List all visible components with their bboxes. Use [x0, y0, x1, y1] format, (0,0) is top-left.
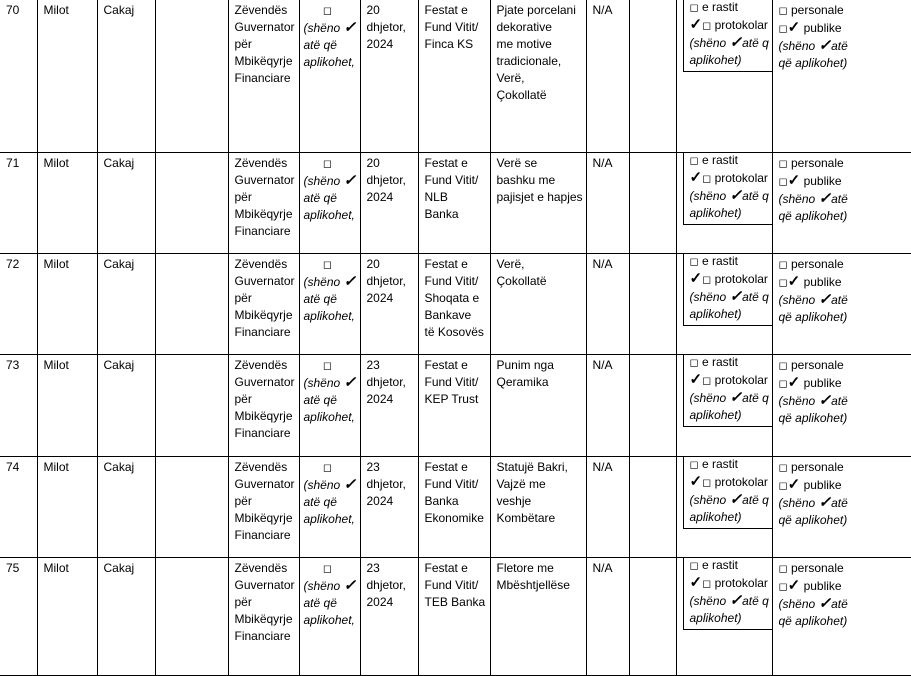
first-name: Milot [37, 456, 97, 557]
row-number: 70 [0, 0, 37, 152]
first-name: Milot [37, 557, 97, 675]
checkbox-icon[interactable]: ◻ [778, 23, 788, 35]
empty-cell [629, 0, 676, 152]
gift-category [676, 253, 772, 354]
first-name: Milot [37, 0, 97, 152]
pos-line: për [234, 391, 252, 406]
occasion-line: Fund Vitit/ [424, 577, 479, 592]
checkmark-icon: ✓ [689, 573, 703, 591]
pos-line: Mbikëqyrje [234, 206, 293, 221]
pos-line: Guvernator [234, 577, 295, 592]
pos-line: Financiare [234, 425, 291, 440]
gift-category [676, 456, 772, 557]
position [228, 0, 299, 152]
checkbox-icon[interactable]: ◻ [778, 562, 788, 575]
value: N/A [586, 152, 629, 253]
checkmark-icon: ✓ [787, 475, 801, 493]
last-name: Cakaj [97, 152, 155, 253]
gift-category [676, 0, 772, 152]
empty-cell [155, 253, 228, 354]
occasion-line: Festat e [424, 560, 468, 575]
pos-line: Financiare [234, 324, 291, 339]
checkmark-icon: ✓ [787, 272, 801, 290]
table-row [0, 0, 911, 152]
last-name: Cakaj [97, 0, 155, 152]
checkbox-icon[interactable]: ◻ [689, 2, 699, 14]
occasion-line: Banka [424, 206, 459, 221]
gift-category [676, 557, 772, 675]
checkmark-icon: ✓ [818, 37, 832, 54]
checkbox-icon[interactable]: ◻ [689, 255, 699, 268]
last-name: Cakaj [97, 456, 155, 557]
checkmark-icon: ✓ [787, 373, 801, 391]
position [228, 354, 299, 456]
empty-cell [155, 456, 228, 557]
date-line: dhjetor, [366, 577, 406, 592]
desc-line: Qeramika [496, 374, 549, 389]
date-line: 20 [366, 155, 380, 170]
pos-line: Zëvendës [234, 3, 288, 17]
desc-line: dekorative [496, 20, 552, 34]
desc-line: pajisjet e hapjes [496, 189, 583, 204]
date [360, 152, 418, 253]
occasion-giver [418, 354, 490, 456]
pos-line: për [234, 594, 252, 609]
desc-line: bashku me [496, 172, 556, 187]
checkmark-icon: ✓ [729, 186, 743, 204]
pos-line: Guvernator [234, 20, 295, 34]
date-line: 23 [366, 459, 380, 474]
gift-description [490, 0, 586, 152]
occasion-line: Festat e [424, 357, 468, 372]
pos-line: Mbikëqyrje [234, 307, 293, 322]
value: N/A [586, 557, 629, 675]
empty-cell [629, 253, 676, 354]
last-name: Cakaj [97, 253, 155, 354]
occasion-line: Festat e [424, 459, 468, 474]
position [228, 557, 299, 675]
gift-nature: ◻ personale ◻✓ publike (shëno ✓atë që aplikohet) [772, 456, 911, 557]
checkmark-icon: ✓ [787, 171, 801, 189]
checkbox-icon[interactable]: ◻ [778, 5, 788, 17]
category-box: ◻ e rastit ✓◻ protokolar (shëno ✓atë q aplikohet) [683, 0, 773, 72]
table-row [0, 253, 911, 354]
checkbox-icon[interactable]: ◻ [778, 479, 788, 492]
pos-line: Financiare [234, 527, 291, 542]
row-number: 75 [0, 557, 37, 675]
empty-cell [155, 0, 228, 152]
checkmark-icon: ✓ [729, 591, 743, 609]
position [228, 253, 299, 354]
gift-category [676, 152, 772, 253]
position [228, 456, 299, 557]
pos-line: Mbikëqyrje [234, 510, 293, 525]
checkmark-icon: ✓ [818, 290, 832, 308]
table-row [0, 152, 911, 253]
position [228, 152, 299, 253]
desc-line: Vajzë me [496, 476, 546, 491]
last-name: Cakaj [97, 354, 155, 456]
occasion-line: Ekonomike [424, 510, 484, 525]
desc-line: Mbështjellëse [496, 577, 570, 592]
empty-cell [155, 354, 228, 456]
desc-line: tradicionale, [496, 54, 562, 68]
pos-line: Zëvendës [234, 357, 288, 372]
pos-line: Zëvendës [234, 560, 288, 575]
pos-line: për [234, 189, 252, 204]
checkbox-icon[interactable]: ◻ [322, 258, 333, 271]
pos-line: Guvernator [234, 273, 295, 288]
pos-line: Guvernator [234, 374, 295, 389]
checkmark-icon: ✓ [689, 269, 703, 287]
checkmark-icon: ✓ [787, 19, 801, 36]
row-number: 73 [0, 354, 37, 456]
checkbox-icon[interactable]: ◻ [778, 276, 788, 289]
desc-line: Verë, [496, 256, 525, 271]
checkmark-icon: ✓ [729, 34, 743, 51]
date [360, 354, 418, 456]
checkbox-icon[interactable]: ◻ [778, 377, 788, 390]
checkmark-icon: ✓ [689, 370, 703, 388]
date-line: 2024 [366, 594, 394, 609]
occasion-line: Finca KS [424, 37, 474, 51]
row-number: 72 [0, 253, 37, 354]
empty-cell [629, 456, 676, 557]
checkbox-icon[interactable]: ◻ [322, 461, 333, 474]
category-box: ◻ e rastit ✓◻ protokolar (shëno ✓atë q aplikohet) [683, 354, 773, 427]
date-line: 2024 [366, 493, 394, 508]
desc-line: Verë se [496, 155, 538, 170]
checkmark-icon: ✓ [343, 576, 357, 594]
category-box: ◻ e rastit ✓◻ protokolar (shëno ✓atë q aplikohet) [683, 152, 773, 225]
type-choice: ◻ (shëno ✓ atë që aplikohet, [299, 152, 360, 253]
desc-line: Punim nga [496, 357, 554, 372]
desc-line: Verë, [496, 71, 525, 85]
occasion-line: Festat e [424, 3, 468, 17]
pos-line: Financiare [234, 628, 291, 643]
occasion-line: të Kosovës [424, 324, 484, 339]
table-row [0, 456, 911, 557]
pos-line: Zëvendës [234, 256, 288, 271]
checkbox-icon[interactable]: ◻ [689, 559, 699, 572]
first-name: Milot [37, 253, 97, 354]
checkbox-icon[interactable]: ◻ [322, 5, 333, 17]
gift-nature: ◻ personale ◻✓ publike (shëno ✓atë që aplikohet) [772, 0, 911, 152]
gift-nature: ◻ personale ◻✓ publike (shëno ✓atë që aplikohet) [772, 557, 911, 675]
category-box: ◻ e rastit ✓◻ protokolar (shëno ✓atë q aplikohet) [683, 253, 773, 326]
first-name: Milot [37, 152, 97, 253]
checkbox-icon[interactable]: ◻ [322, 157, 333, 170]
desc-line: Statujë Bakri, [496, 459, 568, 474]
checkbox-icon[interactable]: ◻ [322, 562, 333, 575]
checkmark-icon: ✓ [818, 594, 832, 612]
date-line: 20 [366, 3, 380, 17]
empty-cell [629, 354, 676, 456]
checkmark-icon: ✓ [689, 16, 703, 33]
date-line: 23 [366, 357, 380, 372]
desc-line: veshje [496, 493, 532, 508]
checkmark-icon: ✓ [343, 19, 357, 36]
checkbox-icon[interactable]: ◻ [702, 20, 712, 32]
occasion-line: Shoqata e [424, 290, 480, 305]
value: N/A [586, 354, 629, 456]
occasion-line: Fund Vitit/ [424, 374, 479, 389]
date [360, 0, 418, 152]
empty-cell [629, 152, 676, 253]
pos-line: për [234, 493, 252, 508]
date-line: 2024 [366, 290, 394, 305]
checkbox-icon[interactable]: ◻ [702, 172, 712, 185]
occasion-giver [418, 557, 490, 675]
checkbox-icon[interactable]: ◻ [778, 359, 788, 372]
gift-nature: ◻ personale ◻✓ publike (shëno ✓atë që aplikohet) [772, 354, 911, 456]
gift-category [676, 354, 772, 456]
desc-line: Çokollatë [496, 273, 547, 288]
checkbox-icon[interactable]: ◻ [702, 374, 712, 387]
occasion-line: Banka [424, 493, 459, 508]
date-line: dhjetor, [366, 374, 406, 389]
checkbox-icon[interactable]: ◻ [702, 273, 712, 286]
gift-description [490, 253, 586, 354]
checkmark-icon: ✓ [343, 272, 357, 290]
checkmark-icon: ✓ [787, 576, 801, 594]
pos-line: Guvernator [234, 172, 295, 187]
occasion-line: Festat e [424, 155, 468, 170]
occasion-giver [418, 152, 490, 253]
value: N/A [586, 456, 629, 557]
category-box: ◻ e rastit ✓◻ protokolar (shëno ✓atë q aplikohet) [683, 456, 773, 529]
desc-line: Pjate porcelani [496, 3, 576, 17]
pos-line: Mbikëqyrje [234, 408, 293, 423]
pos-line: Zëvendës [234, 155, 288, 170]
checkmark-icon: ✓ [343, 475, 357, 493]
occasion-line: Fund Vitit/ [424, 20, 479, 34]
checkbox-icon[interactable]: ◻ [322, 359, 333, 372]
type-choice: ◻ (shëno ✓ atë që aplikohet, [299, 0, 360, 152]
desc-line: Çokollatë [496, 88, 547, 102]
value: N/A [586, 0, 629, 152]
checkmark-icon: ✓ [729, 287, 743, 305]
empty-cell [155, 557, 228, 675]
checkmark-icon: ✓ [343, 373, 357, 391]
last-name: Cakaj [97, 557, 155, 675]
checkbox-icon[interactable]: ◻ [778, 461, 788, 474]
checkbox-icon[interactable]: ◻ [689, 154, 699, 167]
empty-cell [155, 152, 228, 253]
empty-cell [629, 557, 676, 675]
checkmark-icon: ✓ [689, 168, 703, 186]
checkbox-icon[interactable]: ◻ [778, 157, 788, 170]
desc-line: Fletore me [496, 560, 554, 575]
gift-description [490, 557, 586, 675]
checkbox-icon[interactable]: ◻ [778, 258, 788, 271]
value: N/A [586, 253, 629, 354]
checkmark-icon: ✓ [729, 490, 743, 508]
date-line: dhjetor, [366, 172, 406, 187]
occasion-line: Fund Vitit/ [424, 476, 479, 491]
occasion-line: Fund Vitit/ [424, 273, 479, 288]
date-line: 2024 [366, 391, 394, 406]
pos-line: Mbikëqyrje [234, 611, 293, 626]
date-line: 23 [366, 560, 380, 575]
occasion-line: Fund Vitit/ [424, 172, 479, 187]
pos-line: Zëvendës [234, 459, 288, 474]
occasion-line: KEP Trust [424, 391, 479, 406]
occasion-line: Festat e [424, 256, 468, 271]
table-row [0, 557, 911, 675]
desc-line: me motive [496, 37, 552, 51]
date-line: dhjetor, [366, 273, 406, 288]
checkmark-icon: ✓ [818, 493, 832, 511]
checkmark-icon: ✓ [729, 388, 743, 406]
gift-description [490, 456, 586, 557]
pos-line: Mbikëqyrje [234, 54, 293, 68]
date [360, 253, 418, 354]
occasion-giver [418, 0, 490, 152]
occasion-giver [418, 456, 490, 557]
occasion-giver [418, 253, 490, 354]
checkmark-icon: ✓ [689, 472, 703, 490]
type-choice: ◻ (shëno ✓ atë që aplikohet, [299, 557, 360, 675]
checkbox-icon[interactable]: ◻ [689, 458, 699, 471]
gift-description [490, 152, 586, 253]
desc-line: Kombëtare [496, 510, 556, 525]
checkbox-icon[interactable]: ◻ [702, 577, 712, 590]
pos-line: për [234, 290, 252, 305]
date-line: dhjetor, [366, 20, 406, 34]
pos-line: për [234, 37, 252, 51]
checkbox-icon[interactable]: ◻ [778, 175, 788, 188]
occasion-line: TEB Banka [424, 594, 486, 609]
category-box: ◻ e rastit ✓◻ protokolar (shëno ✓atë q aplikohet) [683, 557, 773, 630]
table-row [0, 354, 911, 456]
row-number: 71 [0, 152, 37, 253]
type-choice: ◻ (shëno ✓ atë që aplikohet, [299, 354, 360, 456]
date-line: 2024 [366, 37, 394, 51]
gift-nature: ◻ personale ◻✓ publike (shëno ✓atë që aplikohet) [772, 152, 911, 253]
row-number: 74 [0, 456, 37, 557]
pos-line: Guvernator [234, 476, 295, 491]
checkbox-icon[interactable]: ◻ [702, 476, 712, 489]
type-choice: ◻ (shëno ✓ atë që aplikohet, [299, 253, 360, 354]
checkmark-icon: ✓ [818, 189, 832, 207]
date-line: 2024 [366, 189, 394, 204]
occasion-line: Bankave [424, 307, 472, 322]
checkbox-icon[interactable]: ◻ [689, 356, 699, 369]
type-choice: ◻ (shëno ✓ atë që aplikohet, [299, 456, 360, 557]
date [360, 557, 418, 675]
checkmark-icon: ✓ [343, 171, 357, 189]
date-line: dhjetor, [366, 476, 406, 491]
checkmark-icon: ✓ [818, 391, 832, 409]
occasion-line: NLB [424, 189, 448, 204]
date-line: 20 [366, 256, 380, 271]
pos-line: Financiare [234, 71, 291, 85]
first-name: Milot [37, 354, 97, 456]
pos-line: Financiare [234, 223, 291, 238]
gift-nature: ◻ personale ◻✓ publike (shëno ✓atë që aplikohet) [772, 253, 911, 354]
gift-description [490, 354, 586, 456]
date [360, 456, 418, 557]
checkbox-icon[interactable]: ◻ [778, 580, 788, 593]
